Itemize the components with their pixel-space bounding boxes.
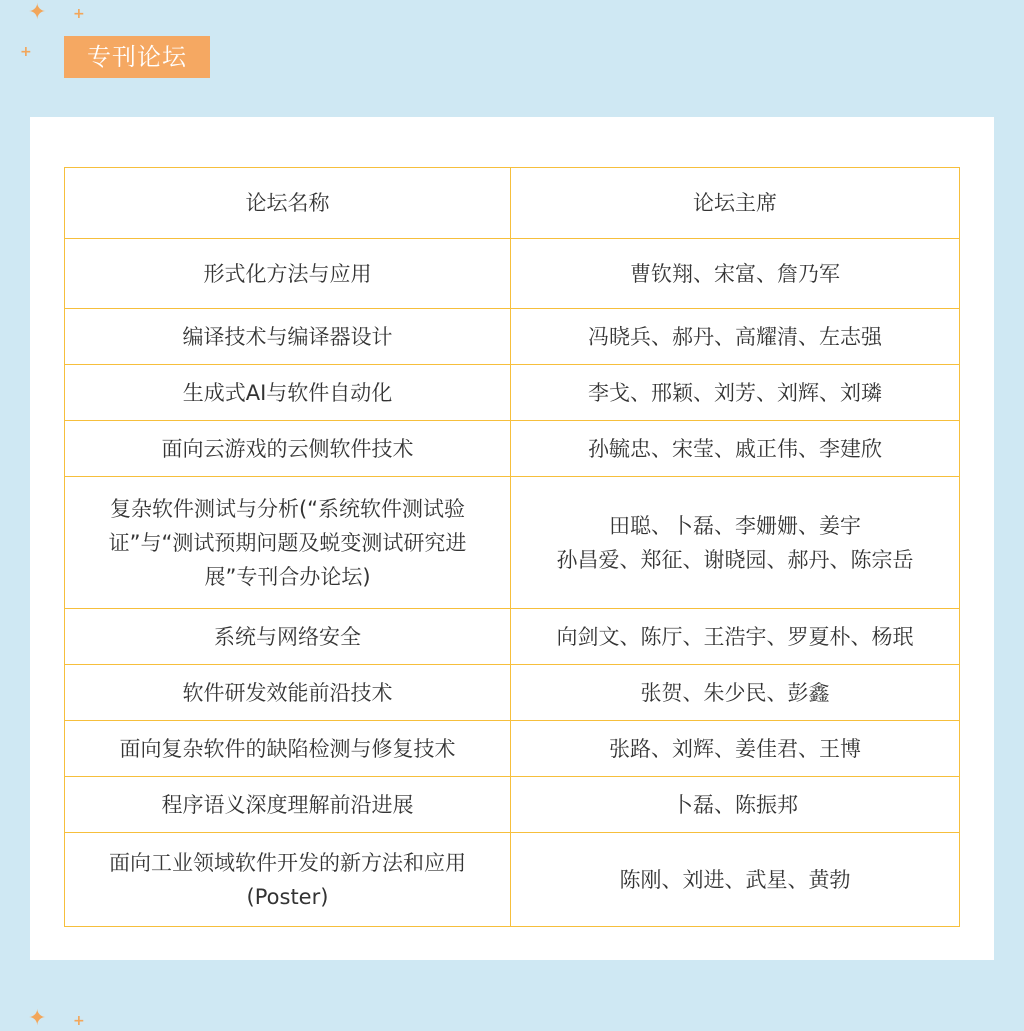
table-row: [65, 777, 960, 833]
forum-chairs-cell: [511, 477, 960, 609]
forum-chairs-line: 孙昌爱、郑征、谢晓园、郝丹、陈宗岳: [556, 547, 914, 572]
forum-name-line: 面向工业领域软件开发的新方法和应用: [109, 850, 466, 875]
table-row: [65, 665, 960, 721]
forum-name-line: (Poster): [246, 884, 329, 909]
forum-name-line: 展”专刊合办论坛): [204, 564, 371, 589]
forum-name-cell: [65, 477, 511, 609]
forum-chairs-line: 张路、刘辉、姜佳君、王博: [609, 736, 861, 761]
forum-name-cell: [65, 239, 511, 309]
forum-chairs-line: 曹钦翔、宋富、詹乃军: [630, 261, 840, 286]
forum-name-cell: [65, 721, 511, 777]
table-row: [65, 721, 960, 777]
forum-chairs-cell: [511, 365, 960, 421]
forum-name-line: 软件研发效能前沿技术: [182, 680, 393, 705]
header-forum-name: 论坛名称: [65, 168, 511, 239]
table-header-row: [65, 168, 960, 239]
table-row: [65, 609, 960, 665]
forum-name-cell: [65, 421, 511, 477]
forum-chairs-cell: [511, 665, 960, 721]
forum-name-line: 系统与网络安全: [214, 624, 361, 649]
sparkle-icon: ✦: [28, 0, 47, 25]
forum-name-cell: [65, 365, 511, 421]
forum-name-line: 面向复杂软件的缺陷检测与修复技术: [119, 736, 456, 761]
forum-chairs-cell: [511, 609, 960, 665]
forum-name-cell: [65, 777, 511, 833]
forum-name-line: 证”与“测试预期问题及蜕变测试研究进: [108, 530, 467, 555]
forum-name-cell: [65, 609, 511, 665]
forum-name-line: 程序语义深度理解前沿进展: [161, 792, 414, 817]
forum-name-line: 复杂软件测试与分析(“系统软件测试验: [109, 496, 466, 521]
forum-name-cell: [65, 309, 511, 365]
forum-chairs-line: 向剑文、陈厅、王浩宇、罗夏朴、杨珉: [556, 624, 914, 649]
table-row: [65, 477, 960, 609]
forum-chairs-line: 田聪、卜磊、李姗姗、姜宇: [609, 513, 861, 538]
forum-chairs-cell: [511, 721, 960, 777]
forum-chairs-line: 卜磊、陈振邦: [672, 792, 798, 817]
forum-name-cell: [65, 833, 511, 927]
forum-chairs-cell: [511, 833, 960, 927]
header-forum-chairs: 论坛主席: [511, 168, 960, 239]
table-row: [65, 833, 960, 927]
table-row: [65, 421, 960, 477]
forum-name-line: 生成式AI与软件自动化: [182, 380, 393, 405]
forum-chairs-cell: [511, 239, 960, 309]
forum-table: [64, 167, 960, 927]
sparkle-icon: ✦: [28, 1006, 47, 1031]
section-title: 专刊论坛: [64, 36, 210, 78]
forum-name-cell: [65, 665, 511, 721]
forum-chairs-line: 李戈、邢颖、刘芳、刘辉、刘璘: [588, 380, 882, 405]
forum-chairs-line: 张贺、朱少民、彭鑫: [640, 680, 830, 705]
plus-icon: +: [20, 44, 32, 60]
plus-icon: +: [73, 6, 85, 22]
forum-chairs-cell: [511, 309, 960, 365]
forum-chairs-line: 孙毓忠、宋莹、戚正伟、李建欣: [588, 436, 882, 461]
forum-card: [30, 117, 994, 960]
forum-name-line: 形式化方法与应用: [203, 261, 372, 286]
forum-chairs-line: 陈刚、刘进、武星、黄勃: [619, 867, 851, 892]
forum-chairs-cell: [511, 777, 960, 833]
forum-name-line: 编译技术与编译器设计: [182, 324, 393, 349]
table-row: [65, 239, 960, 309]
plus-icon: +: [73, 1013, 85, 1029]
forum-chairs-cell: [511, 421, 960, 477]
forum-name-line: 面向云游戏的云侧软件技术: [161, 436, 414, 461]
table-row: [65, 309, 960, 365]
forum-chairs-line: 冯晓兵、郝丹、高耀清、左志强: [588, 324, 882, 349]
table-row: [65, 365, 960, 421]
